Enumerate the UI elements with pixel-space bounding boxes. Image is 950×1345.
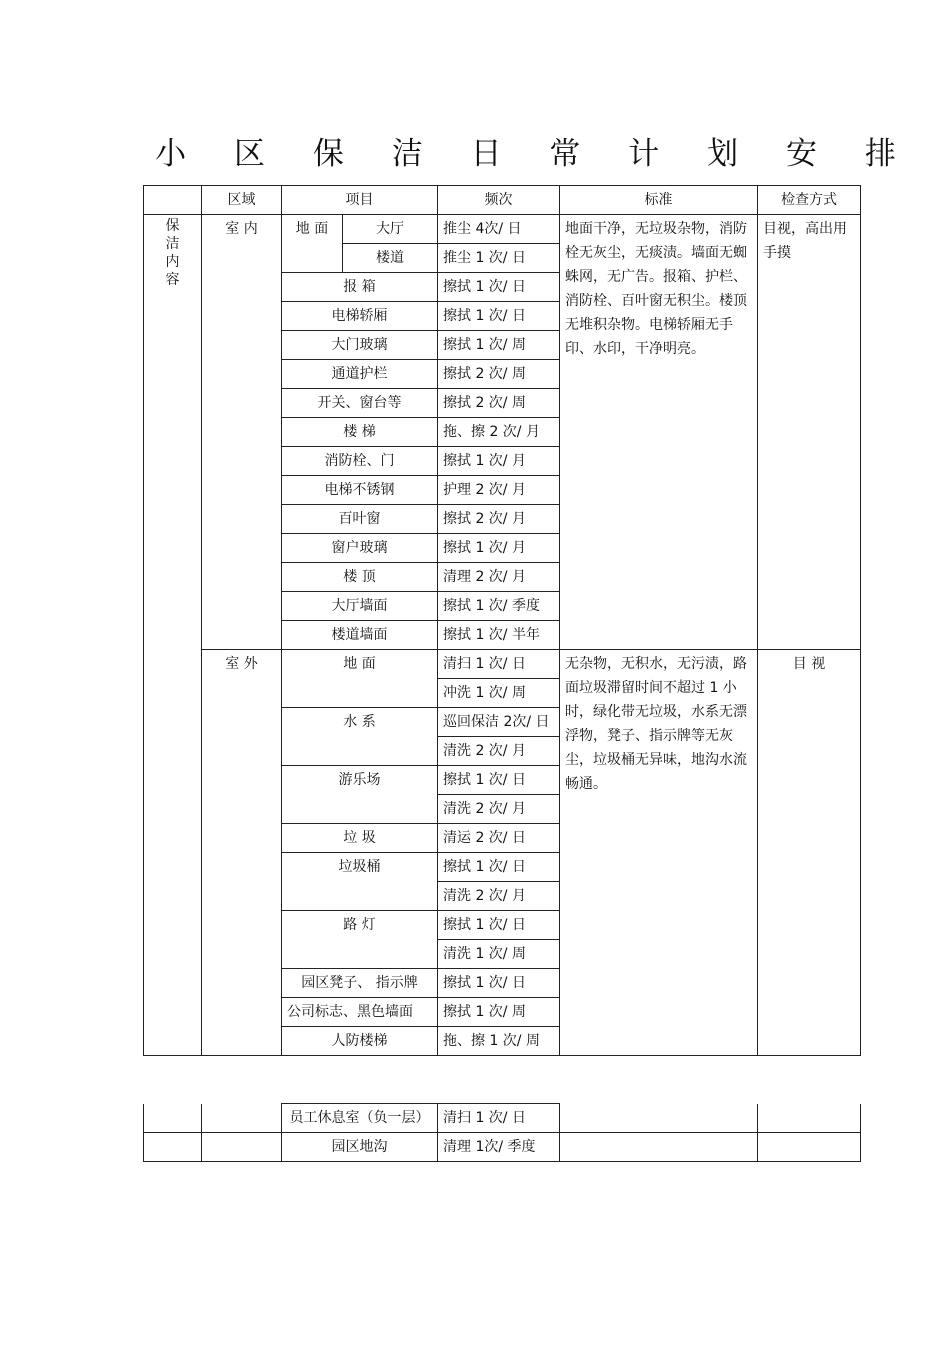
header-frequency: 频次: [438, 186, 560, 215]
item-cell: 水 系: [282, 708, 438, 766]
freq-cell: 擦拭 2 次/ 周: [438, 360, 560, 389]
item-cell: 电梯轿厢: [282, 302, 438, 331]
item-cell: 报 箱: [282, 273, 438, 302]
outdoor-area: 室 外: [202, 650, 282, 1056]
item-cell: 园区地沟: [282, 1133, 438, 1162]
item-cell: 窗户玻璃: [282, 534, 438, 563]
indoor-standard: 地面干净，无垃圾杂物，消防栓无灰尘，无痰渍。墙面无蜘蛛网，无广告。报箱、护栏、消防栓、百叶窗无积尘。楼顶无堆积杂物。电梯轿厢无手印、水印，干净明亮。: [560, 215, 758, 650]
indoor-floor-label: 地 面: [282, 215, 343, 273]
item-cell: 楼道: [343, 244, 438, 273]
freq-cell: 清扫 1 次/ 日: [438, 1104, 560, 1133]
header-standard: 标准: [560, 186, 758, 215]
header-item: 项目: [282, 186, 438, 215]
item-cell: 垃 圾: [282, 824, 438, 853]
item-cell: 楼道墙面: [282, 621, 438, 650]
freq-cell: 擦拭 2 次/ 周: [438, 389, 560, 418]
header-row: [144, 186, 861, 215]
freq-cell: 清扫 1 次/ 日: [438, 650, 560, 679]
table-row: [144, 1104, 861, 1133]
item-cell: 员工休息室（负一层）: [282, 1104, 438, 1133]
freq-cell: 擦拭 1 次/ 周: [438, 331, 560, 360]
table-row: [144, 1133, 861, 1162]
freq-cell: 拖、擦 1 次/ 周: [438, 1027, 560, 1056]
item-cell: 大厅: [343, 215, 438, 244]
freq-cell: 护理 2 次/ 月: [438, 476, 560, 505]
item-cell: 大门玻璃: [282, 331, 438, 360]
header-area: 区域: [202, 186, 282, 215]
freq-cell: 擦拭 1 次/ 日: [438, 302, 560, 331]
item-cell: 消防栓、门: [282, 447, 438, 476]
freq-cell: 清洗 2 次/ 月: [438, 737, 560, 766]
freq-cell: 推尘 4次/ 日: [438, 215, 560, 244]
cleaning-plan-table: [143, 185, 861, 1056]
outdoor-inspection-continued: [758, 1133, 861, 1162]
item-cell: 楼 梯: [282, 418, 438, 447]
freq-cell: 清洗 2 次/ 月: [438, 795, 560, 824]
table-row: [144, 650, 861, 679]
freq-cell: 擦拭 1 次/ 半年: [438, 621, 560, 650]
corner-cell: [144, 186, 202, 215]
outdoor-inspection: 目 视: [758, 650, 861, 1056]
freq-cell: 擦拭 1 次/ 月: [438, 534, 560, 563]
table-row: [144, 215, 861, 244]
freq-cell: 清洗 1 次/ 周: [438, 940, 560, 969]
category-label: 保洁内容: [165, 218, 180, 288]
freq-cell: 清理 1次/ 季度: [438, 1133, 560, 1162]
outdoor-inspection-continued: [758, 1104, 861, 1133]
item-cell: 通道护栏: [282, 360, 438, 389]
freq-cell: 擦拭 1 次/ 日: [438, 911, 560, 940]
item-cell: 地 面: [282, 650, 438, 708]
freq-cell: 擦拭 2 次/ 月: [438, 505, 560, 534]
outdoor-standard-continued: [560, 1104, 758, 1133]
item-cell: 百叶窗: [282, 505, 438, 534]
outdoor-area-continued: [202, 1104, 282, 1133]
indoor-area: 室 内: [202, 215, 282, 650]
freq-cell: 清运 2 次/ 日: [438, 824, 560, 853]
outdoor-area-continued: [202, 1133, 282, 1162]
freq-cell: 擦拭 1 次/ 月: [438, 447, 560, 476]
header-inspection: 检查方式: [758, 186, 861, 215]
indoor-inspection: 目视，高出用手摸: [758, 215, 861, 650]
freq-cell: 擦拭 1 次/ 日: [438, 273, 560, 302]
item-cell: 园区凳子、 指示牌: [282, 969, 438, 998]
freq-cell: 拖、擦 2 次/ 月: [438, 418, 560, 447]
freq-cell: 擦拭 1 次/ 日: [438, 969, 560, 998]
item-cell: 路 灯: [282, 911, 438, 969]
item-cell: 楼 顶: [282, 563, 438, 592]
freq-cell: 清理 2 次/ 月: [438, 563, 560, 592]
outdoor-standard: 无杂物，无积水，无污渍，路面垃圾滞留时间不超过 1 小时，绿化带无垃圾，水系无漂浮物，凳子、指示牌等无灰尘，垃圾桶无异味，地沟水流畅通。: [560, 650, 758, 1056]
page-title: 小 区 保 洁 日 常 计 划 安 排: [155, 136, 915, 172]
item-cell: 人防楼梯: [282, 1027, 438, 1056]
category-cell-continued: [144, 1104, 202, 1133]
item-cell: 开关、窗台等: [282, 389, 438, 418]
freq-cell: 巡回保洁 2次/ 日: [438, 708, 560, 737]
item-cell: 公司标志、黑色墙面: [282, 998, 438, 1027]
freq-cell: 擦拭 1 次/ 日: [438, 853, 560, 882]
item-cell: 垃圾桶: [282, 853, 438, 911]
outdoor-standard-continued: [560, 1133, 758, 1162]
freq-cell: 擦拭 1 次/ 季度: [438, 592, 560, 621]
freq-cell: 擦拭 1 次/ 日: [438, 766, 560, 795]
freq-cell: 清洗 2 次/ 月: [438, 882, 560, 911]
freq-cell: 冲洗 1 次/ 周: [438, 679, 560, 708]
category-cell: [144, 215, 202, 1056]
item-cell: 游乐场: [282, 766, 438, 824]
freq-cell: 推尘 1 次/ 日: [438, 244, 560, 273]
category-cell-continued: [144, 1133, 202, 1162]
cleaning-plan-table-tail: [143, 1103, 861, 1162]
freq-cell: 擦拭 1 次/ 周: [438, 998, 560, 1027]
item-cell: 大厅墙面: [282, 592, 438, 621]
item-cell: 电梯不锈钢: [282, 476, 438, 505]
